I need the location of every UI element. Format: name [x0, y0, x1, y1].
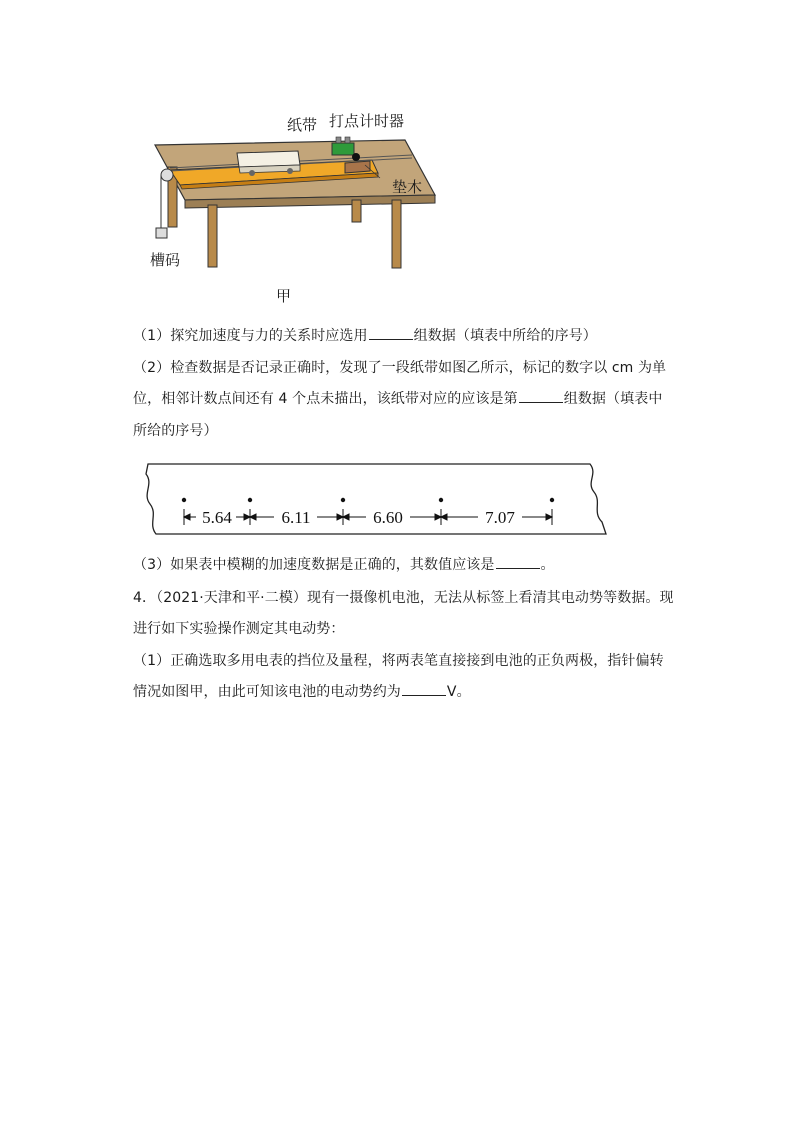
q1-line: [133, 320, 597, 352]
q1-suffix: 组数据（填表中所给的序号）: [413, 328, 597, 344]
q2-line2-prefix: 位，相邻计数点间还有 4 个点未描出，该纸带对应的应该是第: [133, 391, 518, 407]
q2-answer-blank[interactable]: [519, 388, 563, 403]
apparatus-figure: [140, 105, 450, 305]
p4q1-line2-prefix: 情况如图甲，由此可知该电池的电动势约为: [133, 684, 401, 700]
q2-line2: [133, 383, 662, 415]
q3-line: [133, 549, 555, 581]
p4q1-line2: [133, 676, 471, 708]
label-timer: 打点计时器: [329, 112, 405, 130]
q2-line1: （2）检查数据是否记录正确时，发现了一段纸带如图乙所示，标记的数字以 cm 为单: [133, 360, 667, 376]
label-tape: 纸带: [287, 116, 318, 134]
label-weight: 槽码: [150, 251, 181, 269]
q1-prefix: （1）探究加速度与力的关系时应选用: [133, 328, 368, 344]
p4q1-line2-suffix: V。: [446, 684, 471, 700]
p4q1-answer-blank[interactable]: [402, 681, 446, 696]
tape-segment-2: 6.11: [281, 508, 311, 527]
p4-line2: 进行如下实验操作测定其电动势：: [133, 621, 345, 637]
q1-answer-blank[interactable]: [369, 325, 413, 340]
q2-line2-suffix: 组数据（填表中: [563, 391, 663, 407]
q3-prefix: （3）如果表中模糊的加速度数据是正确的，其数值应该是: [133, 557, 495, 573]
label-block: 垫木: [392, 178, 423, 196]
q3-answer-blank[interactable]: [496, 554, 540, 569]
tape-segment-4: 7.07: [485, 508, 515, 527]
tape-segment-3: 6.60: [373, 508, 403, 527]
q2-line3: 所给的序号）: [133, 423, 218, 439]
figure-caption-jia: 甲: [276, 287, 292, 305]
p4-line1: 4．（2021·天津和平·二模）现有一摄像机电池，无法从标签上看清其电动势等数据。现: [133, 590, 674, 606]
p4q1-line1: （1）正确选取多用电表的挡位及量程，将两表笔直接接到电池的正负两极，指针偏转: [133, 653, 664, 669]
tape-segment-1: 5.64: [202, 508, 232, 527]
paper-tape-figure: [140, 462, 610, 542]
q3-suffix: 。: [540, 557, 555, 573]
